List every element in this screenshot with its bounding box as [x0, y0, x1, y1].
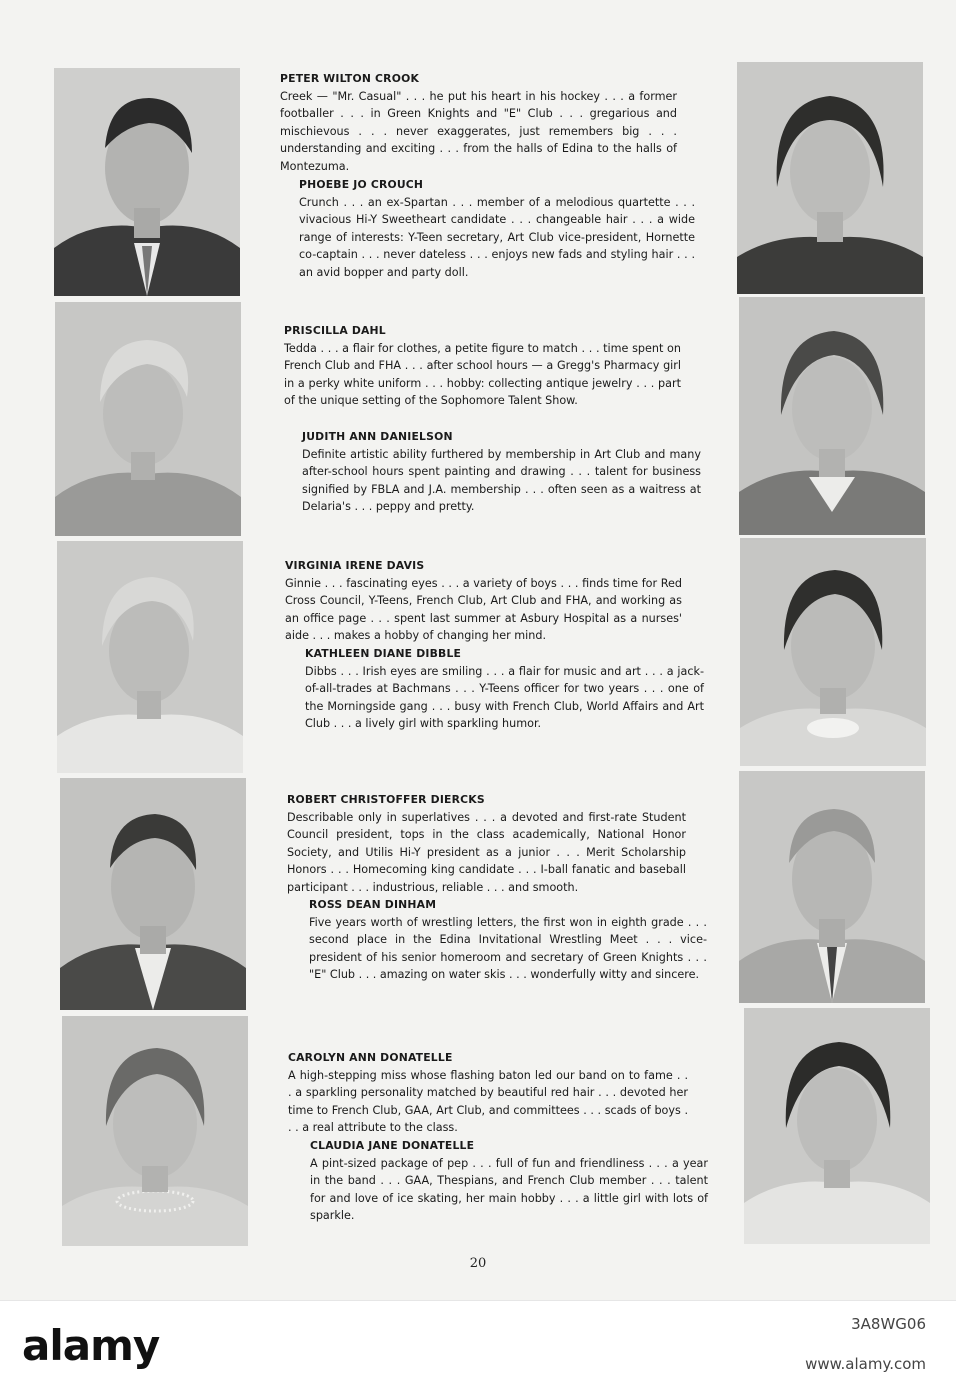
entry-bio: Crunch . . . an ex-Spartan . . . member of a melodious quartette . . . vivacious Hi-Y Sweetheart candidate . . . changeable hair . . . a wide range of interests: Y-Teen secretary, Art Club vice-president, Hornette co-captain . . . never dateless . . . enjoys new fads and styling hair . . . an avid bopper and party doll. — [299, 195, 695, 279]
photo-claudia-donatelle — [744, 1008, 930, 1244]
entry-kathleen-dibble — [287, 645, 704, 733]
entry-bio: Definite artistic ability furthered by membership in Art Club and many after-school hours spent painting and drawing . . . talent for business signified by FBLA and J.A. membership . . . often seen as a waitress at Delaria's . . . peppy and pretty. — [302, 447, 701, 514]
photo-kathleen-dibble — [740, 538, 926, 766]
entry-name: KATHLEEN DIANE DIBBLE — [305, 647, 462, 660]
entry-bio: A high-stepping miss whose flashing baton led our band on to fame . . . a sparkling personality matched by beautiful red hair . . . devoted her time to French Club, GAA, Art Club, and committees . . . scads of boys . . . a real attribute to the class. — [288, 1068, 688, 1135]
brand-logo: alamy — [22, 1321, 160, 1370]
entry-name: CAROLYN ANN DONATELLE — [288, 1051, 453, 1064]
entry-bio: Five years worth of wrestling letters, the first won in eighth grade . . . second place in the Edina Invitational Wrestling Meet . . . vice-president of his senior homeroom and secretary of Green Knights . . . "E" Club . . . amazing on water skis . . . wonderfully witty and sincere. — [309, 915, 707, 982]
photo-judith-danielson — [739, 297, 925, 535]
entry-name: JUDITH ANN DANIELSON — [302, 430, 453, 443]
entry-phoebe-crouch — [281, 176, 695, 282]
photo-phoebe-crouch — [737, 62, 923, 294]
entry-virginia-davis — [285, 557, 682, 645]
photo-robert-diercks — [60, 778, 246, 1010]
photo-priscilla-dahl — [55, 302, 241, 536]
stock-image-id: 3A8WG06 — [851, 1315, 926, 1333]
stock-footer — [0, 1300, 956, 1391]
entry-name: ROSS DEAN DINHAM — [309, 898, 437, 911]
entry-name: PHOEBE JO CROUCH — [299, 178, 424, 191]
entry-name: VIRGINIA IRENE DAVIS — [285, 559, 425, 572]
entry-claudia-donatelle — [292, 1137, 708, 1225]
photo-peter-crook — [54, 68, 240, 296]
entry-judith-danielson — [284, 428, 701, 516]
entry-robert-diercks — [287, 791, 686, 897]
stock-url: www.alamy.com — [805, 1355, 926, 1373]
entry-name: PRISCILLA DAHL — [284, 324, 386, 337]
photo-ross-dinham — [739, 771, 925, 1003]
entry-bio: Describable only in superlatives . . . a devoted and first-rate Student Council president, tops in the class academically, National Honor Society, and Utilis Hi-Y president as a junior . . . Merit Scholarship Honors . . . Homecoming king candidate . . . I-ball fanatic and baseball participant . . . industrious, reliable . . . and smooth. — [287, 810, 686, 894]
entry-name: CLAUDIA JANE DONATELLE — [310, 1139, 475, 1152]
entry-name: PETER WILTON CROOK — [280, 72, 420, 85]
entry-bio: Dibbs . . . Irish eyes are smiling . . . a flair for music and art . . . a jack-of-all-trades at Bachmans . . . Y-Teens officer for two years . . . one of the Morningside gang . . . busy with French Club, World Affairs and Art Club . . . a lively girl with sparkling humor. — [305, 664, 704, 731]
entry-name: ROBERT CHRISTOFFER DIERCKS — [287, 793, 485, 806]
photo-virginia-davis — [57, 541, 243, 773]
page-number: 20 — [469, 1256, 487, 1271]
entry-bio: A pint-sized package of pep . . . full of fun and friendliness . . . a year in the band . . . GAA, Thespians, and French Club member . . . talent for and love of ice skating, her main hobby . . . a little girl with lots of sparkle. — [310, 1156, 708, 1223]
entry-bio: Creek — "Mr. Casual" . . . he put his heart in his hockey . . . a former footballer . . . in Green Knights and "E" Club . . . gregarious and mischievous . . . never exaggerates, just remembers big . . . understanding and exciting . . . from the halls of Edina to the halls of Montezuma. — [280, 89, 677, 173]
photo-carolyn-donatelle — [62, 1016, 248, 1246]
entry-peter-crook — [280, 70, 677, 176]
entry-ross-dinham — [291, 896, 707, 984]
entry-bio: Ginnie . . . fascinating eyes . . . a variety of boys . . . finds time for Red Cross Council, Y-Teens, French Club, Art Club and FHA, and working as an office page . . . spent last summer at Asbury Hospital as a nurses' aide . . . makes a hobby of changing her mind. — [285, 576, 682, 643]
entry-carolyn-donatelle — [288, 1049, 688, 1137]
entry-bio: Tedda . . . a flair for clothes, a petite figure to match . . . time spent on French Club and FHA . . . after school hours — a Gregg's Pharmacy girl in a perky white uniform . . . hobby: collecting antique jewelry . . . part of the unique setting of the Sophomore Talent Show. — [284, 341, 681, 408]
entry-priscilla-dahl — [284, 322, 681, 410]
